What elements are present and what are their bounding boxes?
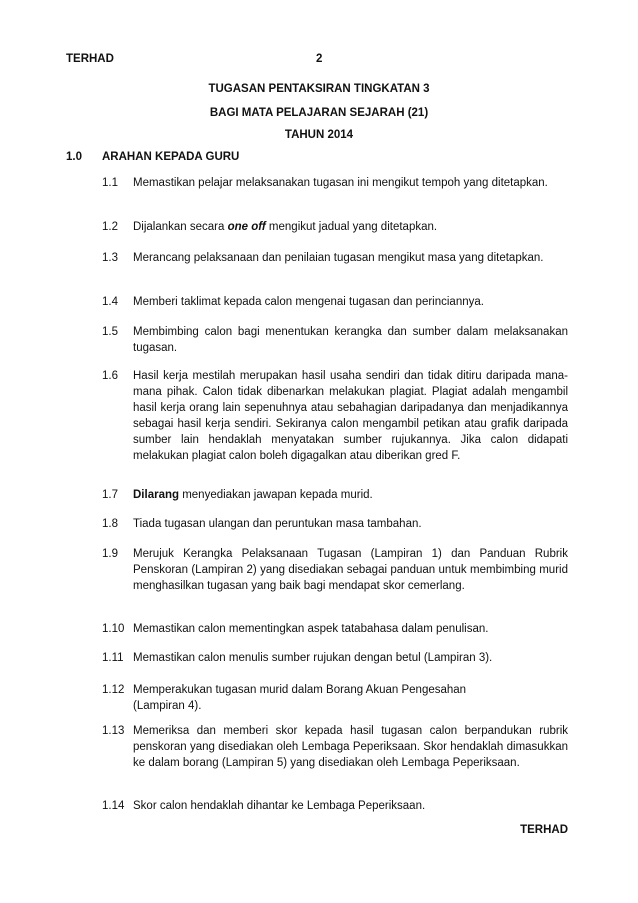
item-text: Merancang pelaksanaan dan penilaian tugasan mengikut masa yang ditetapkan. <box>133 252 544 264</box>
item-number: 1.13 <box>102 725 125 737</box>
footer-classification: TERHAD <box>520 824 568 836</box>
item-text: Memastikan calon menulis sumber rujukan dengan betul (Lampiran 3). <box>133 652 493 664</box>
item-number: 1.7 <box>102 489 118 501</box>
item-number: 1.2 <box>102 221 118 233</box>
item-number: 1.3 <box>102 252 118 264</box>
item-text: menyediakan jawapan kepada murid. <box>179 489 373 501</box>
item-text: Tiada tugasan ulangan dan peruntukan masa tambahan. <box>133 518 422 530</box>
item-text: Memberi taklimat kepada calon mengenai tugasan dan perinciannya. <box>133 296 484 308</box>
item-text: Memperakukan tugasan murid dalam Borang Akuan Pengesahan <box>133 684 467 696</box>
item-emphasis: one off <box>227 221 266 233</box>
item-text: Memastikan pelajar melaksanakan tugasan ini mengikut tempoh yang ditetapkan. <box>133 177 548 189</box>
section-title: ARAHAN KEPADA GURU <box>102 151 240 163</box>
item-text: Merujuk Kerangka Pelaksanaan Tugasan (Lampiran 1) dan Panduan Rubrik Penskoran (Lampiran 2) yang disediakan sebagai panduan untuk membimbing murid menghasilkan tugasan yang baik bagi mendapat skor cemerlang. <box>133 548 568 592</box>
item-text: Skor calon hendaklah dihantar ke Lembaga Peperiksaan. <box>133 800 426 812</box>
list-item <box>133 487 568 503</box>
document-title-line-1: TUGASAN PENTAKSIRAN TINGKATAN 3 <box>208 83 430 95</box>
item-number: 1.6 <box>102 370 118 382</box>
item-number: 1.8 <box>102 518 118 530</box>
item-number: 1.11 <box>102 652 124 664</box>
list-item <box>133 219 568 235</box>
section-number: 1.0 <box>66 151 82 163</box>
item-number: 1.4 <box>102 296 118 308</box>
item-number: 1.1 <box>102 177 118 189</box>
item-number: 1.14 <box>102 800 125 812</box>
item-text: Dijalankan secara <box>133 221 228 233</box>
item-text: Hasil kerja mestilah merupakan hasil usaha sendiri dan tidak ditiru daripada mana-mana pihak. Calon tidak dibenarkan melakukan plagiat. Plagiat adalah mengambil hasil kerja orang lain sepenuhnya atau sebahagian daripadanya dan menjadikannya sebagai hasil kerja sendiri. Sekiranya calon mengambil petikan atau grafik daripada sumber lain hendaklah menyatakan sumber rujukannya. Jika calon didapati melakukan plagiat calon boleh digagalkan atau diberikan gred F. <box>133 370 568 462</box>
document-title-line-3: TAHUN 2014 <box>284 129 354 141</box>
page-number: 2 <box>316 53 323 65</box>
list-item <box>133 682 568 714</box>
header-classification: TERHAD <box>66 53 114 65</box>
document-title-line-2: BAGI MATA PELAJARAN SEJARAH (21) <box>209 107 429 119</box>
item-number: 1.9 <box>102 548 118 560</box>
item-number: 1.12 <box>102 684 125 696</box>
item-bold: Dilarang <box>133 489 180 501</box>
item-text: Memeriksa dan memberi skor kepada hasil tugasan calon berpandukan rubrik penskoran yang disediakan oleh Lembaga Peperiksaan. Skor hendaklah dimasukkan ke dalam borang (Lampiran 5) yang disediakan oleh Lembaga Peperiksaan. <box>133 725 568 769</box>
item-text: (Lampiran 4). <box>133 700 202 712</box>
item-number: 1.5 <box>102 326 118 338</box>
item-text: Membimbing calon bagi menentukan kerangka dan sumber dalam melaksanakan tugasan. <box>133 326 568 354</box>
item-number: 1.10 <box>102 623 125 635</box>
item-text: mengikut jadual yang ditetapkan. <box>265 221 438 233</box>
item-text: Memastikan calon mementingkan aspek tatabahasa dalam penulisan. <box>133 623 489 635</box>
